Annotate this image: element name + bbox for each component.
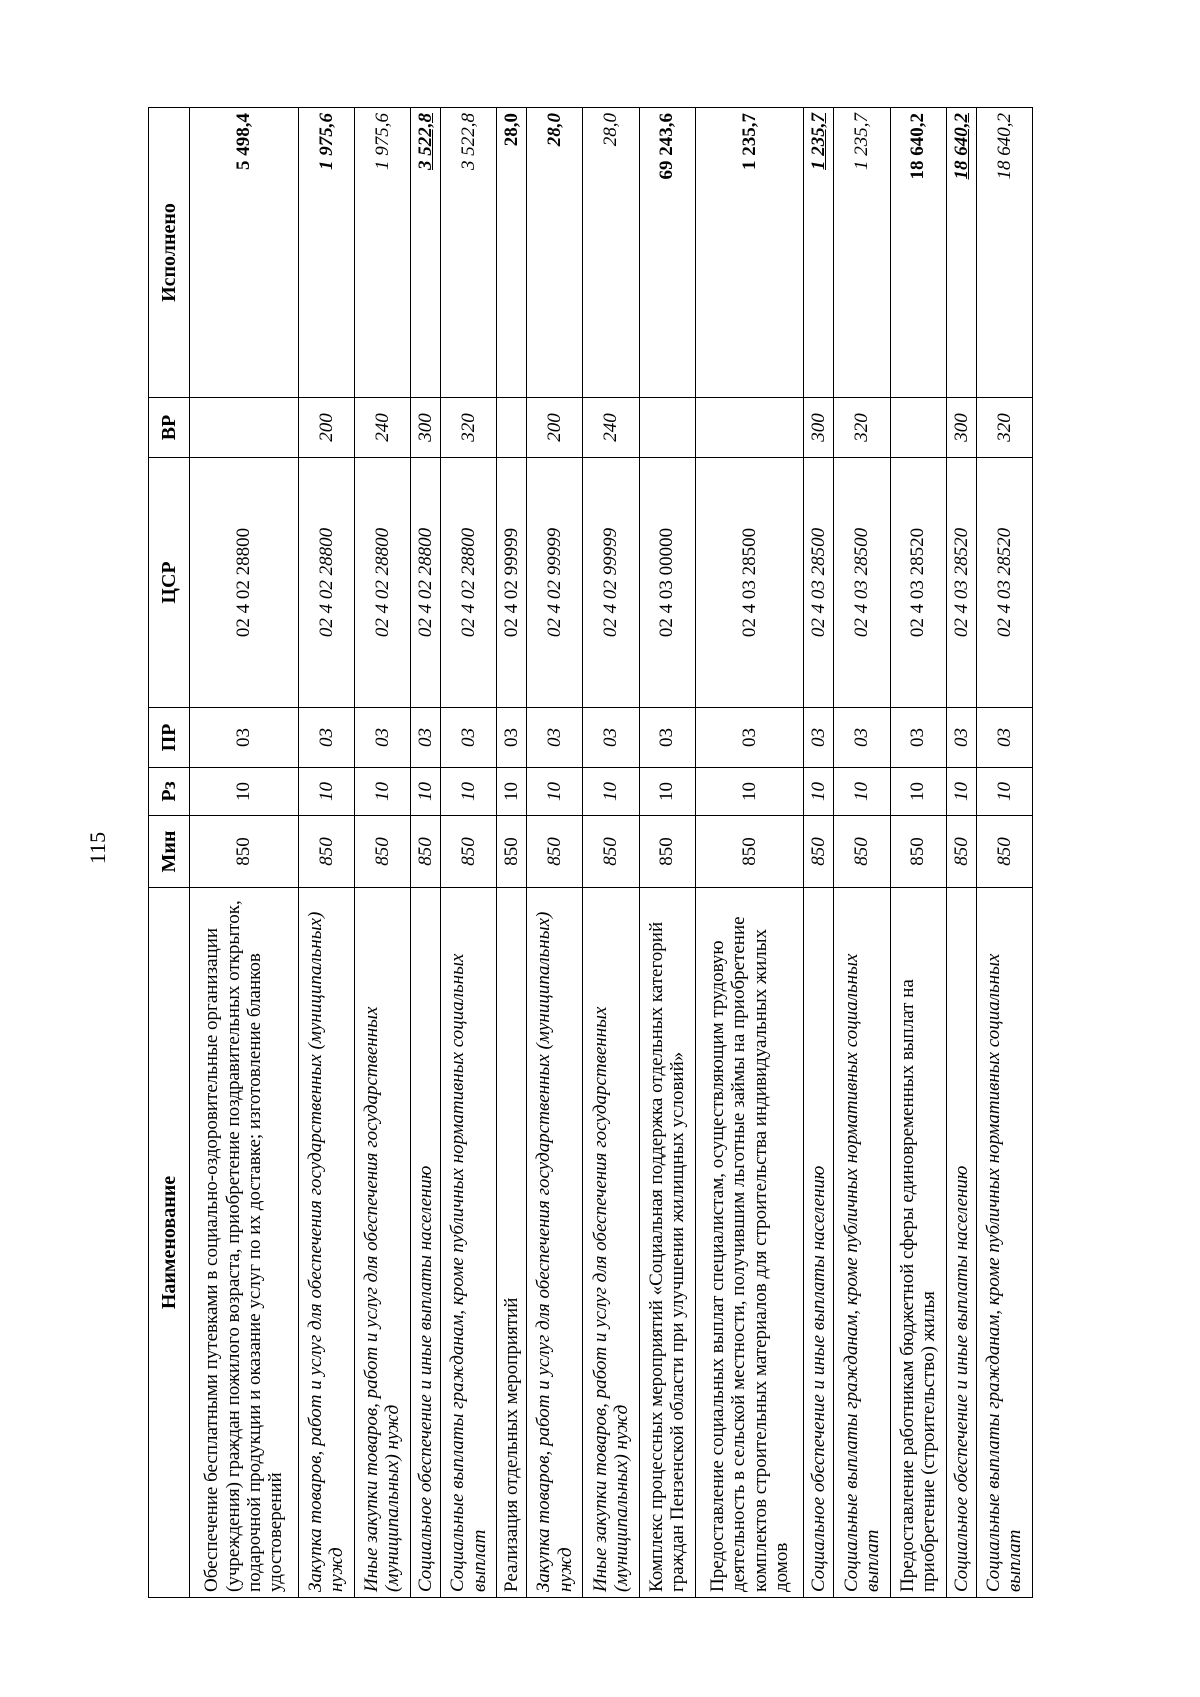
header-min: Мин (149, 816, 190, 888)
cell-min: 850 (804, 816, 834, 888)
table-body (190, 108, 1033, 1598)
table-row (190, 108, 299, 1598)
cell-rz: 10 (639, 768, 695, 816)
table-row (804, 108, 834, 1598)
cell-rz: 10 (190, 768, 299, 816)
cell-pr: 03 (411, 708, 441, 768)
cell-min: 850 (639, 816, 695, 888)
cell-value: 69 243,6 (639, 108, 695, 398)
cell-csr: 02 4 02 28800 (298, 458, 354, 708)
cell-min: 850 (497, 816, 527, 888)
cell-name: Обеспечение бесплатными путевками в социально-оздоровительные организации (учреждения) граждан пожилого возраста, приобретение поздравительных открыток, подарочной продукции и оказание услуг по их доставке; изготовление бланков удостоверений (190, 888, 299, 1598)
cell-min: 850 (695, 816, 804, 888)
cell-csr: 02 4 02 99999 (583, 458, 639, 708)
cell-name: Предоставление социальных выплат специалистам, осуществляющим трудовую деятельность в сельской местности, получившим льготные займы на приобретение комплектов строительных материалов для строительства индивидуальных жилых домов (695, 888, 804, 1598)
cell-rz: 10 (527, 768, 583, 816)
cell-pr: 03 (695, 708, 804, 768)
cell-pr: 03 (976, 708, 1032, 768)
cell-value: 18 640,2 (890, 108, 946, 398)
cell-name: Иные закупки товаров, работ и услуг для обеспечения государственных (муниципальных) нужд (583, 888, 639, 1598)
cell-pr: 03 (441, 708, 497, 768)
cell-pr: 03 (527, 708, 583, 768)
cell-value: 1 975,6 (298, 108, 354, 398)
cell-rz: 10 (834, 768, 890, 816)
cell-vr: 320 (441, 398, 497, 458)
cell-csr: 02 4 02 28800 (441, 458, 497, 708)
cell-vr: 240 (583, 398, 639, 458)
cell-rz: 10 (411, 768, 441, 816)
cell-pr: 03 (890, 708, 946, 768)
cell-pr: 03 (583, 708, 639, 768)
cell-value: 3 522,8 (411, 108, 441, 398)
cell-min: 850 (411, 816, 441, 888)
cell-value: 1 235,7 (695, 108, 804, 398)
table-row (890, 108, 946, 1598)
cell-csr: 02 4 03 28500 (804, 458, 834, 708)
cell-name: Закупка товаров, работ и услуг для обеспечения государственных (муниципальных) нужд (527, 888, 583, 1598)
table-header-row (149, 108, 190, 1598)
cell-value: 1 235,7 (834, 108, 890, 398)
cell-min: 850 (298, 816, 354, 888)
cell-value: 1 235,7 (804, 108, 834, 398)
cell-name: Реализация отдельных мероприятий (497, 888, 527, 1598)
cell-vr: 320 (834, 398, 890, 458)
cell-rz: 10 (298, 768, 354, 816)
cell-pr: 03 (804, 708, 834, 768)
table-row (354, 108, 410, 1598)
cell-vr (497, 398, 527, 458)
cell-csr: 02 4 03 28500 (695, 458, 804, 708)
cell-value: 5 498,4 (190, 108, 299, 398)
header-vr: ВР (149, 398, 190, 458)
cell-min: 850 (354, 816, 410, 888)
cell-name: Социальные выплаты гражданам, кроме публичных нормативных социальных выплат (976, 888, 1032, 1598)
cell-min: 850 (890, 816, 946, 888)
cell-csr: 02 4 03 28520 (976, 458, 1032, 708)
cell-pr: 03 (298, 708, 354, 768)
page-number: 115 (85, 831, 110, 865)
cell-name: Социальные выплаты гражданам, кроме публичных нормативных социальных выплат (834, 888, 890, 1598)
cell-name: Закупка товаров, работ и услуг для обеспечения государственных (муниципальных) нужд (298, 888, 354, 1598)
cell-name: Иные закупки товаров, работ и услуг для обеспечения государственных (муниципальных) нужд (354, 888, 410, 1598)
cell-vr: 300 (411, 398, 441, 458)
header-pr: ПР (149, 708, 190, 768)
cell-csr: 02 4 02 28800 (411, 458, 441, 708)
budget-table (148, 107, 1033, 1598)
cell-name: Предоставление работникам бюджетной сферы единовременных выплат на приобретение (строительство) жилья (890, 888, 946, 1598)
cell-vr (639, 398, 695, 458)
cell-csr: 02 4 03 28500 (834, 458, 890, 708)
cell-vr (890, 398, 946, 458)
cell-name: Социальное обеспечение и иные выплаты населению (946, 888, 976, 1598)
table-row (583, 108, 639, 1598)
cell-vr: 200 (298, 398, 354, 458)
cell-value: 3 522,8 (441, 108, 497, 398)
cell-rz: 10 (354, 768, 410, 816)
cell-vr: 320 (976, 398, 1032, 458)
table-row (946, 108, 976, 1598)
table-row (527, 108, 583, 1598)
table-row (639, 108, 695, 1598)
cell-value: 1 975,6 (354, 108, 410, 398)
cell-pr: 03 (354, 708, 410, 768)
cell-name: Социальное обеспечение и иные выплаты населению (411, 888, 441, 1598)
rotated-table-container (148, 108, 1033, 1598)
cell-rz: 10 (890, 768, 946, 816)
cell-csr: 02 4 02 99999 (527, 458, 583, 708)
cell-pr: 03 (946, 708, 976, 768)
header-value: Исполнено (149, 108, 190, 398)
table-row (976, 108, 1032, 1598)
cell-vr: 300 (804, 398, 834, 458)
cell-min: 850 (527, 816, 583, 888)
table-row (834, 108, 890, 1598)
cell-pr: 03 (639, 708, 695, 768)
header-name: Наименование (149, 888, 190, 1598)
cell-csr: 02 4 02 99999 (497, 458, 527, 708)
cell-rz: 10 (497, 768, 527, 816)
table-row (441, 108, 497, 1598)
table-row (298, 108, 354, 1598)
table-row (497, 108, 527, 1598)
cell-value: 28,0 (497, 108, 527, 398)
header-rz: Рз (149, 768, 190, 816)
table-row (411, 108, 441, 1598)
cell-rz: 10 (946, 768, 976, 816)
cell-name: Социальные выплаты гражданам, кроме публичных нормативных социальных выплат (441, 888, 497, 1598)
cell-pr: 03 (497, 708, 527, 768)
cell-min: 850 (946, 816, 976, 888)
cell-value: 18 640,2 (976, 108, 1032, 398)
cell-rz: 10 (583, 768, 639, 816)
cell-rz: 10 (976, 768, 1032, 816)
header-csr: ЦСР (149, 458, 190, 708)
cell-rz: 10 (441, 768, 497, 816)
cell-vr: 240 (354, 398, 410, 458)
cell-value: 28,0 (583, 108, 639, 398)
cell-vr (190, 398, 299, 458)
cell-rz: 10 (695, 768, 804, 816)
cell-name: Комплекс процессных мероприятий «Социальная поддержка отдельных категорий граждан Пензенской области при улучшении жилищных условий» (639, 888, 695, 1598)
cell-csr: 02 4 03 28520 (946, 458, 976, 708)
cell-min: 850 (976, 816, 1032, 888)
cell-min: 850 (441, 816, 497, 888)
cell-vr (695, 398, 804, 458)
cell-value: 28,0 (527, 108, 583, 398)
cell-min: 850 (583, 816, 639, 888)
table-row (695, 108, 804, 1598)
cell-vr: 300 (946, 398, 976, 458)
cell-csr: 02 4 02 28800 (190, 458, 299, 708)
cell-csr: 02 4 03 00000 (639, 458, 695, 708)
cell-rz: 10 (804, 768, 834, 816)
cell-name: Социальное обеспечение и иные выплаты населению (804, 888, 834, 1598)
cell-csr: 02 4 02 28800 (354, 458, 410, 708)
cell-csr: 02 4 03 28520 (890, 458, 946, 708)
cell-vr: 200 (527, 398, 583, 458)
cell-pr: 03 (834, 708, 890, 768)
cell-min: 850 (834, 816, 890, 888)
cell-pr: 03 (190, 708, 299, 768)
cell-min: 850 (190, 816, 299, 888)
cell-value: 18 640,2 (946, 108, 976, 398)
